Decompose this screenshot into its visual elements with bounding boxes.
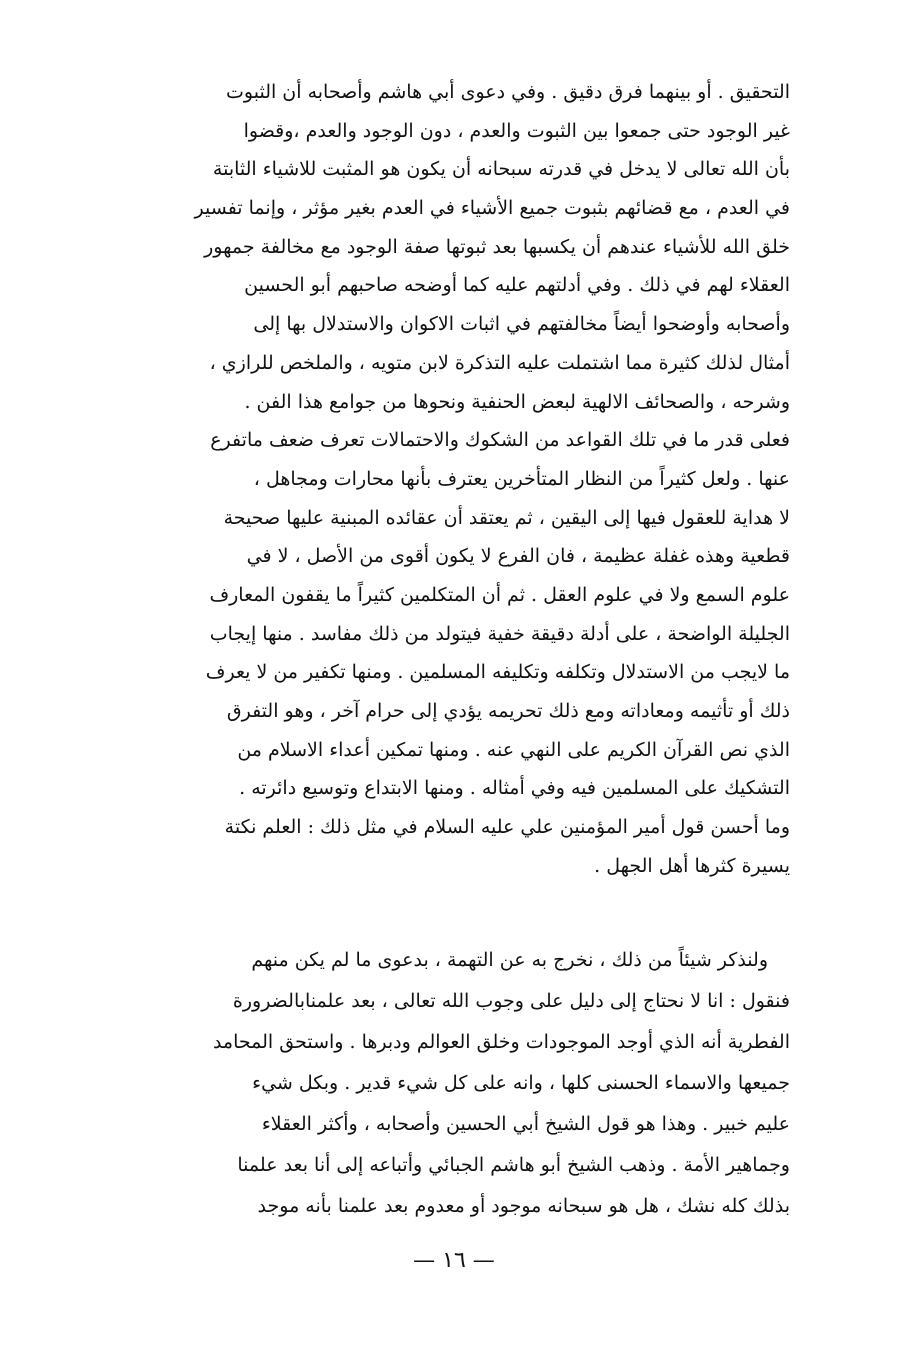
text-line: في العدم ، مع قضائهم بثبوت جميع الأشياء في العدم بغير مؤثر ، وإنما تفسير [194,197,790,220]
text-line: عنها . ولعل كثيراً من النظار المتأخرين يعترف بأنها محارات ومجاهل ، [253,467,790,490]
text-line: ما لايجب من الاستدلال وتكلفه وتكليفه المسلمين . ومنها تكفير من لا يعرف [205,661,790,684]
text-line: بأن الله تعالى لا يدخل في قدرته سبحانه أن يكون هو المثبت للاشياء الثابتة [212,158,790,181]
text-line: ولنذكر شيئاً من ذلك ، نخرج به عن التهمة ، بدعوى ما لم يكن منهم [251,949,768,971]
text-line: التشكيك على المسلمين فيه وفي أمثاله . ومنها الابتداع وتوسيع دائرته . [239,777,790,800]
text-line: خلق الله للأشياء عندهم أن يكسبها بعد ثبوتها صفة الوجود مع مخالفة جمهور [204,235,790,258]
text-line: يسيرة كثرها أهل الجهل . [594,854,790,877]
text-line: التحقيق . أو بينهما فرق دقيق . وفي دعوى أبي هاشم وأصحابه أن الثبوت [226,81,790,103]
text-line: وأصحابه وأوضحوا أيضاً مخالفتهم في اثبات الاكوان والاستدلال بها إلى [253,313,790,336]
text-line: قطعية وهذه غفلة عظيمة ، فان الفرع لا يكون أقوى من الأصل ، لا في [246,545,790,568]
text-line: الجليلة الواضحة ، على أدلة دقيقة خفية فيتولد من ذلك مفاسد . منها إيجاب [209,622,790,645]
text-line: الذي نص القرآن الكريم على النهي عنه . ومنها تمكين أعداء الاسلام من [237,738,790,761]
text-line: أمثال لذلك كثيرة مما اشتملت عليه التذكرة لابن متويه ، والملخص للرازي ، [209,351,790,374]
page-number: — ١٦ — [413,1248,495,1273]
text-line: العقلاء لهم في ذلك . وفي أدلتهم عليه كما أوضحه صاحبهم أبو الحسين [244,274,790,297]
text-line: جميعها والاسماء الحسنى كلها ، وانه على كل شيء قدير . وبكل شيء [252,1072,790,1094]
text-line: وجماهير الأمة . وذهب الشيخ أبو هاشم الجبائي وأتباعه إلى أنا بعد علمنا [237,1154,790,1176]
paragraph-main [102,73,790,885]
text-line: بذلك كله نشك ، هل هو سبحانه موجود أو معدوم بعد علمنا بأنه موجد [257,1195,790,1217]
text-line: وما أحسن قول أمير المؤمنين علي عليه السلام في مثل ذلك : العلم نكتة [224,816,790,839]
text-line: علوم السمع ولا في علوم العقل . ثم أن المتكلمين كثيراً ما يقفون المعارف [209,583,790,606]
text-line: لا هداية للعقول فيها إلى اليقين ، ثم يعتقد أن عقائده المبنية عليها صحيحة [223,506,790,529]
text-line: فعلى قدر ما في تلك القواعد من الشكوك والاحتمالات تعرف ضعف ماتفرع [210,429,790,452]
paragraph-second [102,940,790,1227]
text-line: فنقول : انا لا نحتاج إلى دليل على وجوب الله تعالى ، بعد علمنابالضرورة [232,990,790,1012]
text-line: ذلك أو تأثيمه ومعاداته ومع ذلك تحريمه يؤدي إلى حرام آخر ، وهو التفرق [226,700,790,722]
text-line: غير الوجود حتى جمعوا بين الثبوت والعدم ، دون الوجود والعدم ،وقضوا [243,119,790,142]
text-line: عليم خبير . وهذا هو قول الشيخ أبي الحسين وأصحابه ، وأكثر العقلاء [261,1113,790,1135]
text-line: وشرحه ، والصحائف الالهية لبعض الحنفية ونحوها من جوامع هذا الفن . [244,390,790,413]
text-line: الفطرية أنه الذي أوجد الموجودات وخلق العوالم ودبرها . واستحق المحامد [212,1031,790,1053]
